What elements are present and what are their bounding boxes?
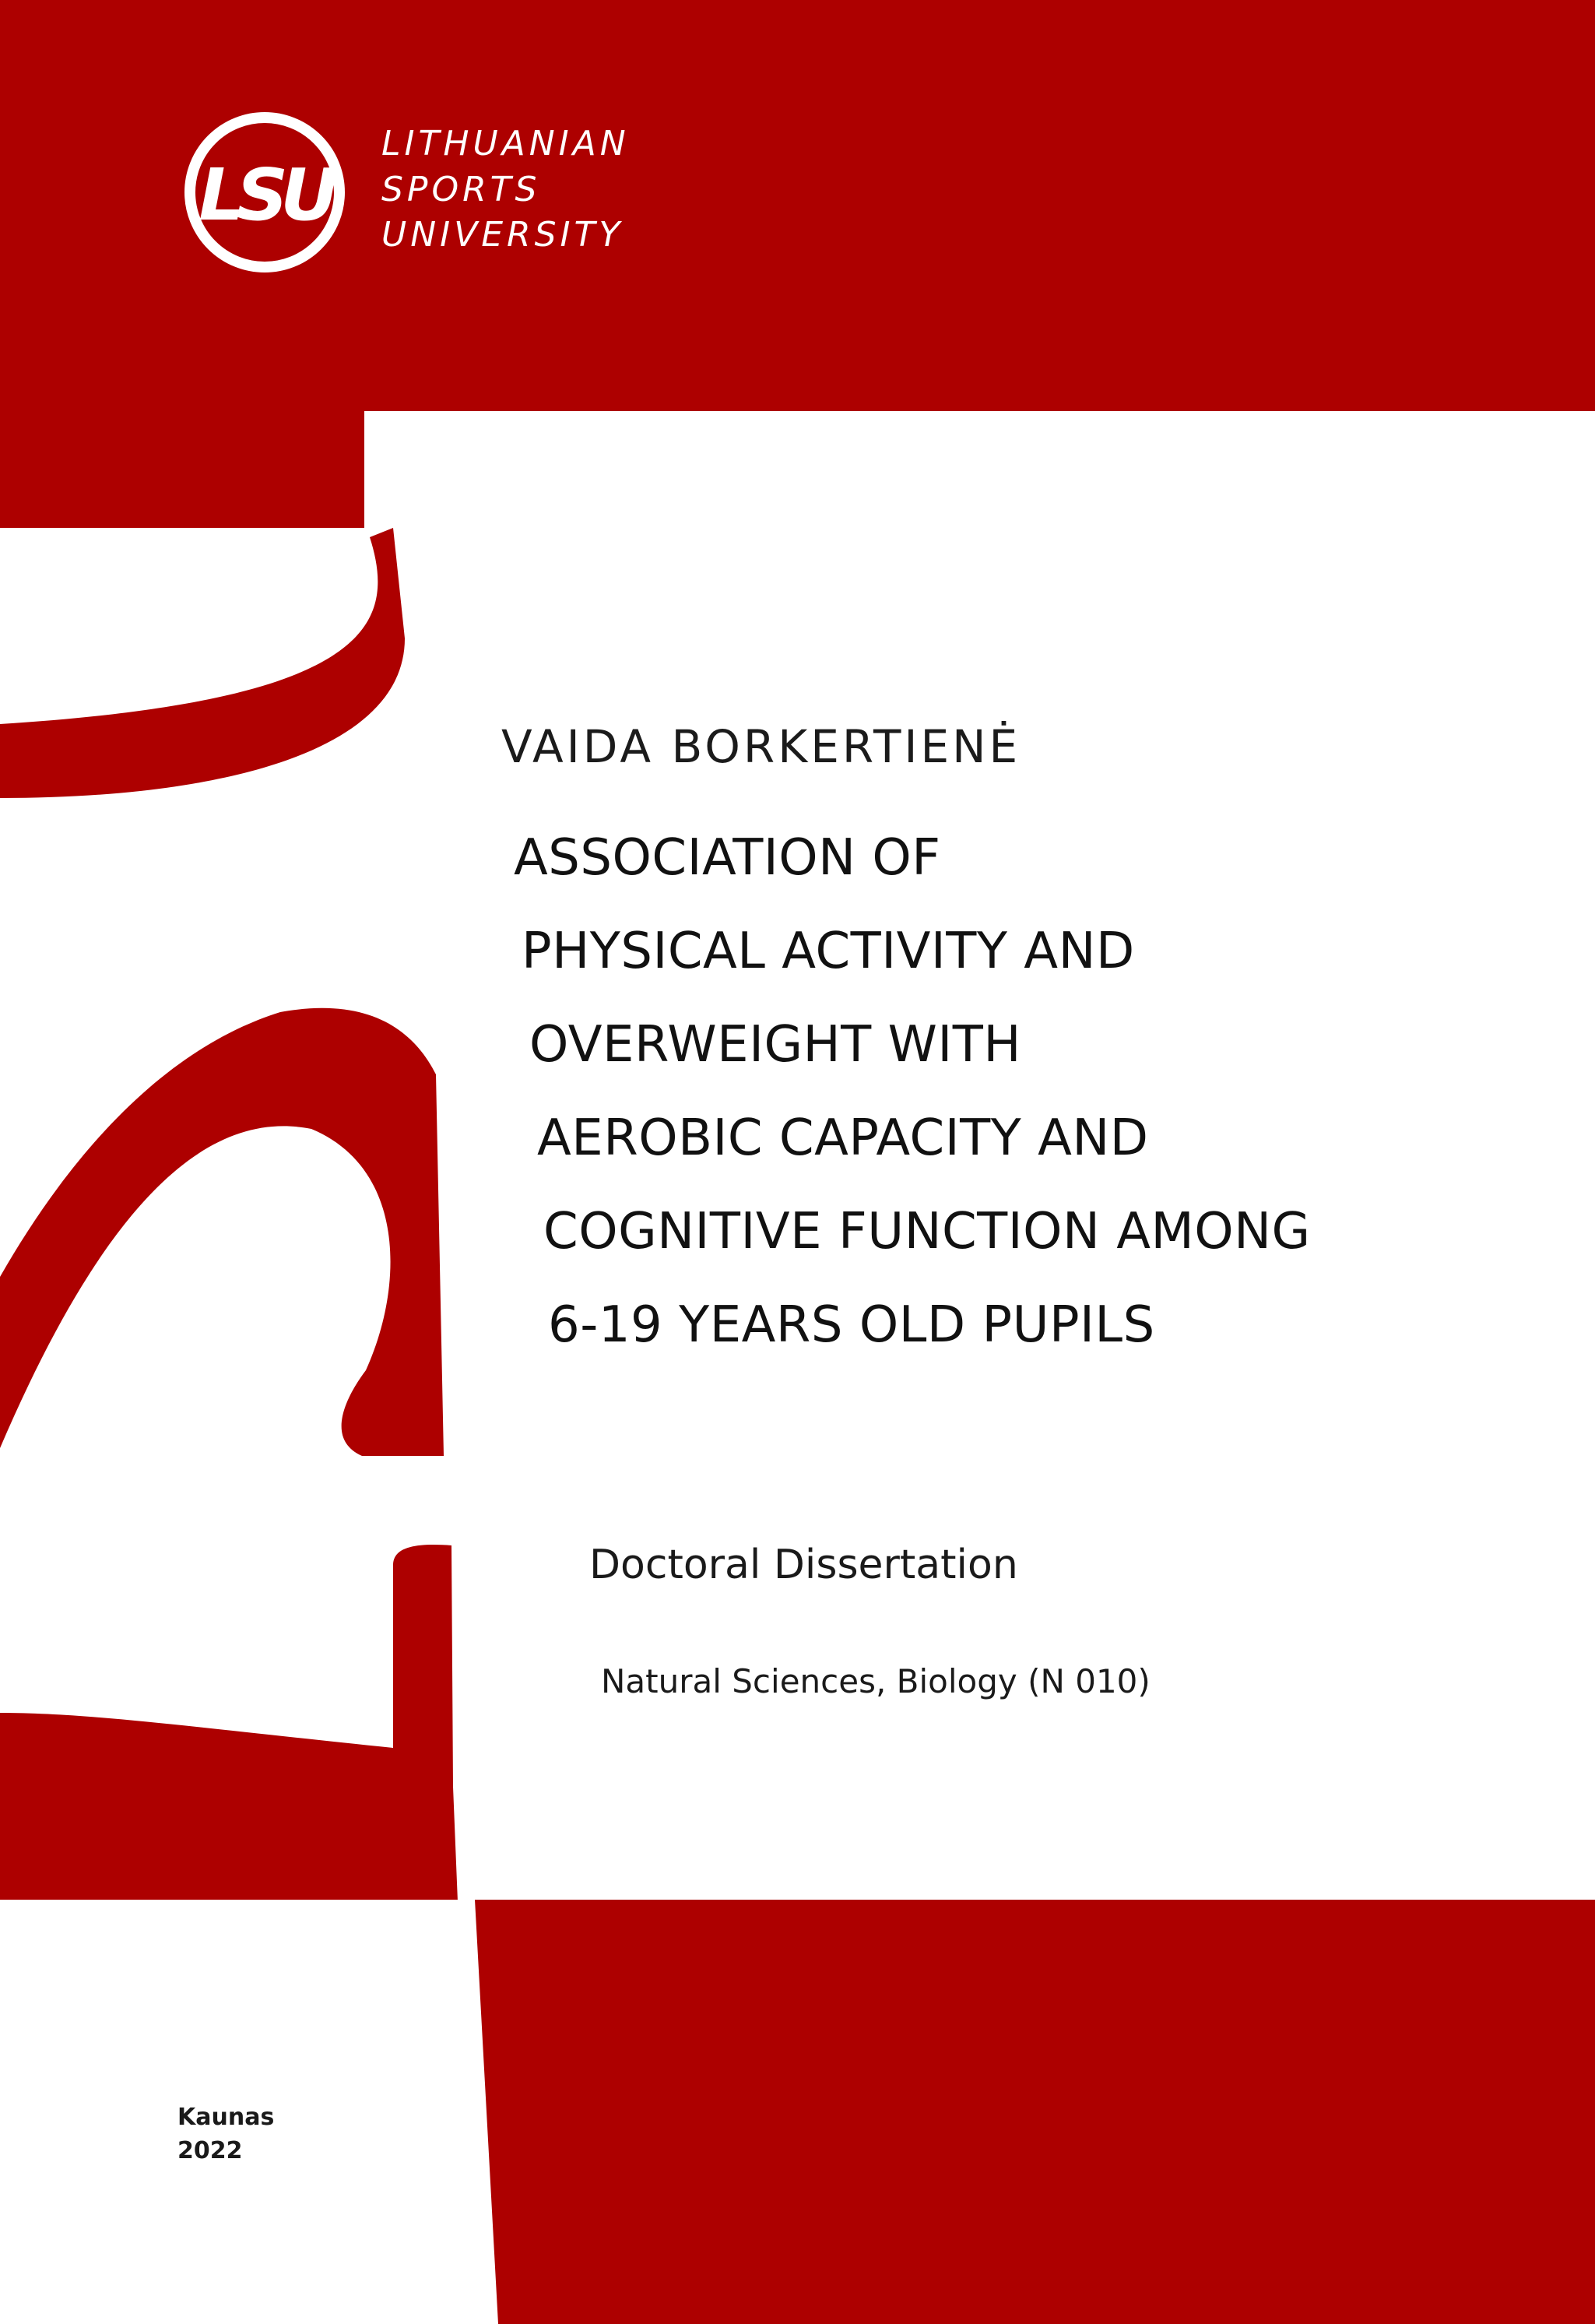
title-line-5: COGNITIVE FUNCTION AMONG (543, 1203, 1311, 1260)
title-line-1: ASSOCIATION OF (514, 829, 941, 887)
title-line-4: AEROBIC CAPACITY AND (537, 1109, 1149, 1167)
university-name-line-1: LITHUANIAN (381, 124, 630, 163)
title-line-3: OVERWEIGHT WITH (529, 1016, 1021, 1074)
title-line-2: PHYSICAL ACTIVITY AND (522, 923, 1135, 980)
title-line-6: 6-19 YEARS OLD PUPILS (548, 1296, 1155, 1354)
big-letter-s (0, 528, 405, 798)
university-name-line-2: SPORTS (381, 170, 541, 209)
publication-year: 2022 (177, 2137, 243, 2164)
field-of-study: Natural Sciences, Biology (N 010) (601, 1662, 1151, 1700)
big-letter-u-stem (0, 1545, 453, 1787)
author-name: VAIDA BORKERTIENĖ (501, 720, 1021, 773)
university-name-line-3: UNIVERSITY (381, 215, 624, 255)
lsu-logo-letters: LSU (198, 153, 331, 237)
degree-label: Doctoral Dissertation (589, 1542, 1018, 1588)
publication-place: Kaunas (177, 2104, 275, 2131)
big-letter-s-lower (0, 1008, 444, 1456)
